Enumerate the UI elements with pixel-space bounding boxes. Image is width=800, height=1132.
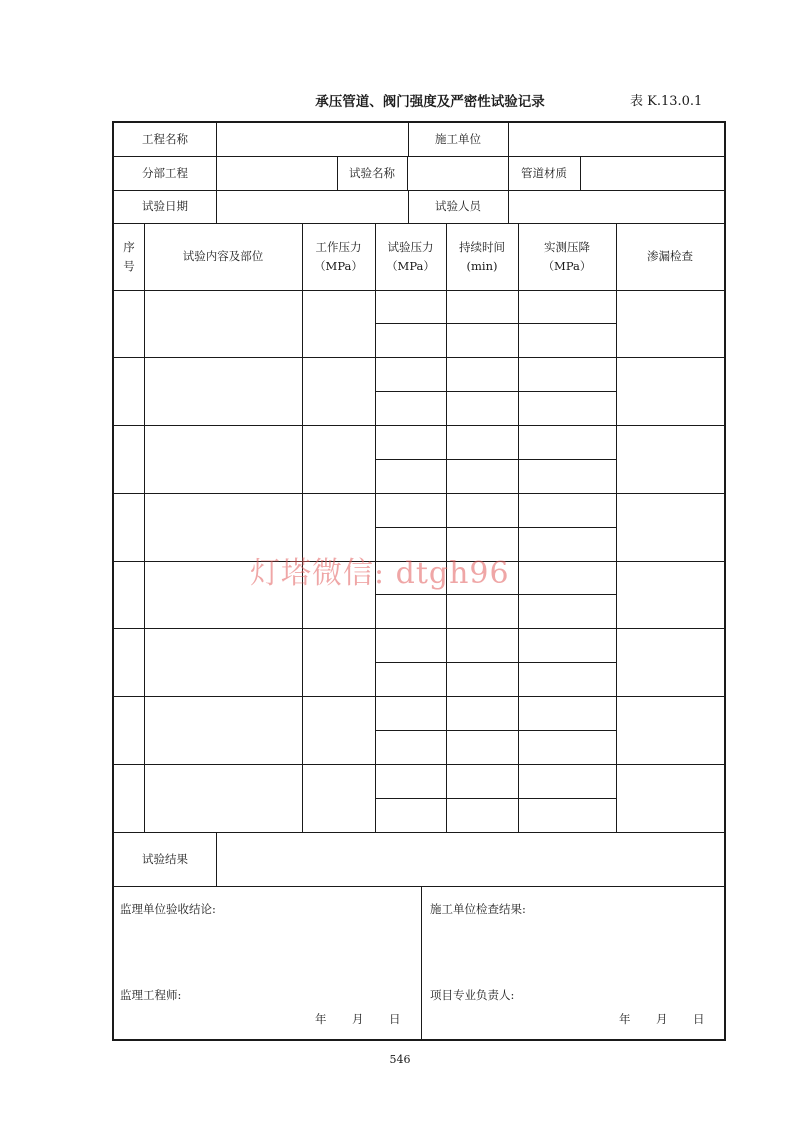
test-result-field[interactable]: [216, 832, 724, 886]
form-title: 承压管道、阀门强度及严密性试验记录: [315, 94, 545, 110]
rule: [375, 391, 617, 392]
supervision-engineer-label: 监理工程师:: [120, 988, 182, 1002]
work-pressure-header-line2: （MPa）: [314, 258, 363, 273]
test-pressure-header-line2: （MPa）: [386, 258, 435, 273]
construction-date-year: 年: [619, 1012, 631, 1026]
construction-unit-field[interactable]: [508, 123, 724, 156]
duration-header-line1: 持续时间: [459, 240, 505, 255]
test-pressure-header-line1: 试验压力: [387, 240, 434, 255]
sub-project-field[interactable]: [216, 156, 337, 190]
rule: [375, 459, 617, 460]
test-date-field[interactable]: [216, 190, 408, 223]
table-row[interactable]: [144, 426, 302, 493]
content-header: 试验内容及部位: [182, 249, 264, 264]
pressure-drop-header-line1: 实测压降: [544, 240, 590, 255]
project-name-label: 工程名称: [142, 132, 188, 147]
table-row[interactable]: [144, 629, 302, 696]
pressure-drop-header: [518, 223, 616, 290]
test-name-label: 试验名称: [349, 165, 395, 180]
rule: [421, 886, 422, 1040]
project-name-field[interactable]: [216, 123, 408, 156]
supervision-conclusion-label: 监理单位验收结论:: [120, 902, 216, 916]
page-number: 546: [389, 1053, 411, 1066]
supervision-date-year: 年: [315, 1012, 327, 1026]
table-row[interactable]: [144, 765, 302, 832]
test-name-field[interactable]: [407, 156, 508, 190]
rule: [112, 886, 726, 887]
construction-date-month: 月: [656, 1012, 668, 1026]
sub-project-label: 分部工程: [142, 165, 188, 180]
supervision-date-day: 日: [389, 1012, 401, 1026]
seq-header-line2: 号: [123, 258, 135, 273]
table-row[interactable]: [144, 291, 302, 357]
border-bottom: [112, 1039, 726, 1041]
watermark: 灯塔微信: dtgh96: [250, 556, 510, 591]
table-number: 表 K.13.0.1: [630, 94, 703, 109]
pipe-material-field[interactable]: [580, 156, 724, 190]
rule: [375, 798, 617, 799]
border-right: [724, 121, 726, 1041]
rule: [375, 527, 617, 528]
seq-header-line1: 序: [123, 240, 135, 255]
test-result-label: 试验结果: [142, 851, 188, 866]
rule: [375, 662, 617, 663]
project-manager-label: 项目专业负责人:: [430, 988, 515, 1002]
pressure-drop-header-line2: （MPa）: [542, 258, 592, 273]
tester-label: 试验人员: [435, 199, 481, 214]
seq-header: [114, 223, 144, 290]
duration-header-line2: (min): [466, 258, 498, 273]
construction-result-label: 施工单位检查结果:: [430, 902, 526, 916]
supervision-date-month: 月: [352, 1012, 364, 1026]
construction-date-day: 日: [693, 1012, 705, 1026]
test-pressure-header: [375, 223, 446, 290]
rule: [302, 223, 303, 833]
rule: [375, 594, 617, 595]
table-row[interactable]: [144, 358, 302, 425]
work-pressure-header-line1: 工作压力: [315, 240, 362, 255]
rule: [375, 730, 617, 731]
tester-field[interactable]: [508, 190, 724, 223]
leak-check-header: 渗漏检查: [647, 249, 693, 264]
table-row[interactable]: [144, 697, 302, 764]
work-pressure-header: [302, 223, 375, 290]
test-date-label: 试验日期: [142, 199, 188, 214]
duration-header: [446, 223, 518, 290]
pipe-material-label: 管道材质: [521, 165, 567, 180]
rule: [375, 323, 617, 324]
construction-unit-label: 施工单位: [435, 132, 481, 147]
